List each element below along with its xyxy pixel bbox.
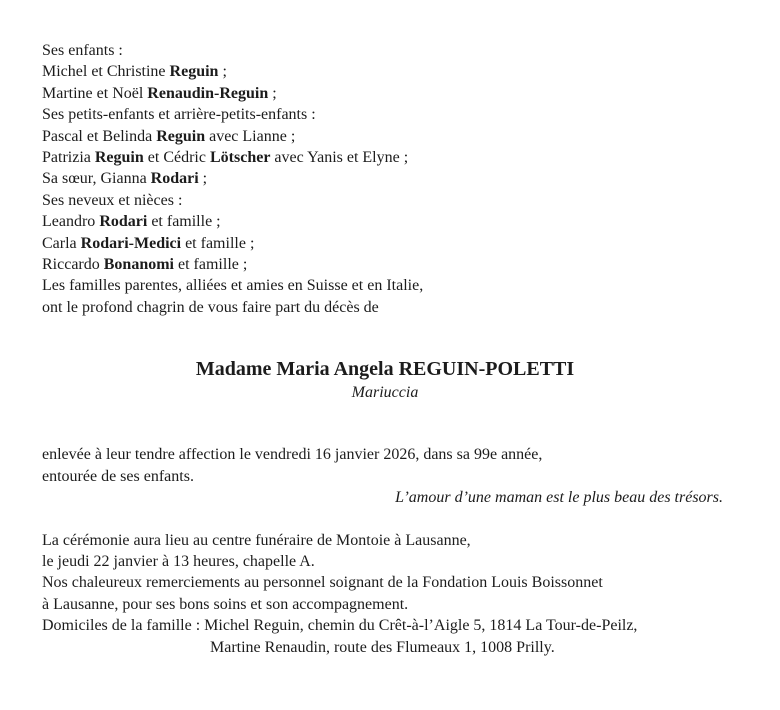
text-segment: Michel et Christine bbox=[42, 63, 170, 81]
text-line bbox=[42, 551, 746, 572]
text-line bbox=[42, 615, 746, 636]
memorial-quote: L’amour d’une maman est le plus beau des trésors. bbox=[395, 489, 723, 507]
text-segment: Ses enfants : bbox=[42, 42, 123, 59]
ceremony-lines bbox=[42, 530, 746, 658]
text-segment: Riccardo bbox=[42, 256, 104, 274]
text-line bbox=[42, 254, 746, 275]
text-segment: Nos chaleureux remerciements au personnel soignant de la Fondation Louis Boissonnet bbox=[42, 574, 603, 592]
text-line bbox=[42, 40, 746, 61]
text-line bbox=[42, 466, 746, 487]
text-segment: et Cédric bbox=[143, 149, 210, 167]
deceased-nickname: Mariuccia bbox=[351, 384, 419, 402]
text-line bbox=[42, 104, 746, 125]
deceased-name-block bbox=[42, 356, 746, 403]
family-name-bold: Rodari bbox=[99, 213, 148, 231]
text-line bbox=[42, 233, 746, 254]
text-line bbox=[42, 297, 746, 318]
text-line bbox=[42, 168, 746, 189]
text-segment: avec Lianne ; bbox=[205, 127, 296, 145]
text-segment: Les familles parentes, alliées et amies en Suisse et en Italie, bbox=[42, 277, 424, 295]
text-line bbox=[42, 594, 746, 615]
text-segment: Ses petits-enfants et arrière-petits-enfants : bbox=[42, 106, 316, 124]
text-line bbox=[42, 444, 746, 465]
text-segment: avec Yanis et Elyne ; bbox=[270, 149, 409, 167]
text-line bbox=[42, 83, 746, 104]
text-segment: Domiciles de la famille : Michel Reguin, chemin du Crêt-à-l’Aigle 5, 1814 La Tour-de-Peilz, bbox=[42, 617, 638, 635]
text-segment: et famille ; bbox=[147, 213, 221, 231]
passing-lines bbox=[42, 444, 746, 487]
family-name-bold: Bonanomi bbox=[103, 256, 174, 274]
text-segment: et famille ; bbox=[181, 234, 255, 252]
text-segment: Patrizia bbox=[42, 149, 95, 167]
text-segment: ; bbox=[198, 170, 208, 188]
text-segment: Sa sœur, Gianna bbox=[42, 170, 151, 188]
text-segment: Carla bbox=[42, 234, 81, 252]
text-line bbox=[42, 126, 746, 147]
text-segment: enlevée à leur tendre affection le vendredi 16 janvier 2026, dans sa 99e année, bbox=[42, 446, 543, 464]
text-line bbox=[42, 572, 746, 593]
family-name-bold: Renaudin-Reguin bbox=[147, 84, 269, 102]
family-name-bold: Rodari bbox=[150, 170, 199, 188]
text-segment: ; bbox=[218, 63, 227, 81]
text-segment: Leandro bbox=[42, 213, 100, 231]
family-name-bold: Reguin bbox=[156, 127, 206, 145]
text-segment: Martine Renaudin, route des Flumeaux 1, 1008 Prilly. bbox=[210, 638, 555, 656]
text-line bbox=[210, 637, 746, 658]
deceased-name: Madame Maria Angela REGUIN-POLETTI bbox=[195, 358, 575, 381]
family-name-bold: Reguin bbox=[94, 149, 144, 167]
family-name-bold: Rodari-Medici bbox=[80, 234, 182, 252]
text-segment: à Lausanne, pour ses bons soins et son accompagnement. bbox=[42, 595, 409, 613]
text-line bbox=[42, 275, 746, 296]
text-line bbox=[42, 147, 746, 168]
text-line bbox=[42, 211, 746, 232]
text-line bbox=[42, 190, 746, 211]
text-segment: Pascal et Belinda bbox=[42, 127, 157, 145]
family-lines bbox=[42, 40, 746, 318]
text-line bbox=[42, 61, 746, 82]
text-segment: ont le profond chagrin de vous faire part du décès de bbox=[42, 298, 379, 316]
text-segment: et famille ; bbox=[174, 256, 248, 274]
text-segment: Martine et Noël bbox=[42, 84, 148, 102]
text-segment: La cérémonie aura lieu au centre funéraire de Montoie à Lausanne, bbox=[42, 531, 471, 549]
family-name-bold: Lötscher bbox=[209, 149, 271, 167]
text-segment: Ses neveux et nièces : bbox=[42, 191, 183, 209]
text-segment: ; bbox=[268, 84, 277, 102]
text-line bbox=[42, 530, 746, 551]
family-name-bold: Reguin bbox=[169, 63, 219, 81]
text-segment: entourée de ses enfants. bbox=[42, 467, 194, 485]
text-segment: le jeudi 22 janvier à 13 heures, chapelle A. bbox=[42, 552, 315, 570]
